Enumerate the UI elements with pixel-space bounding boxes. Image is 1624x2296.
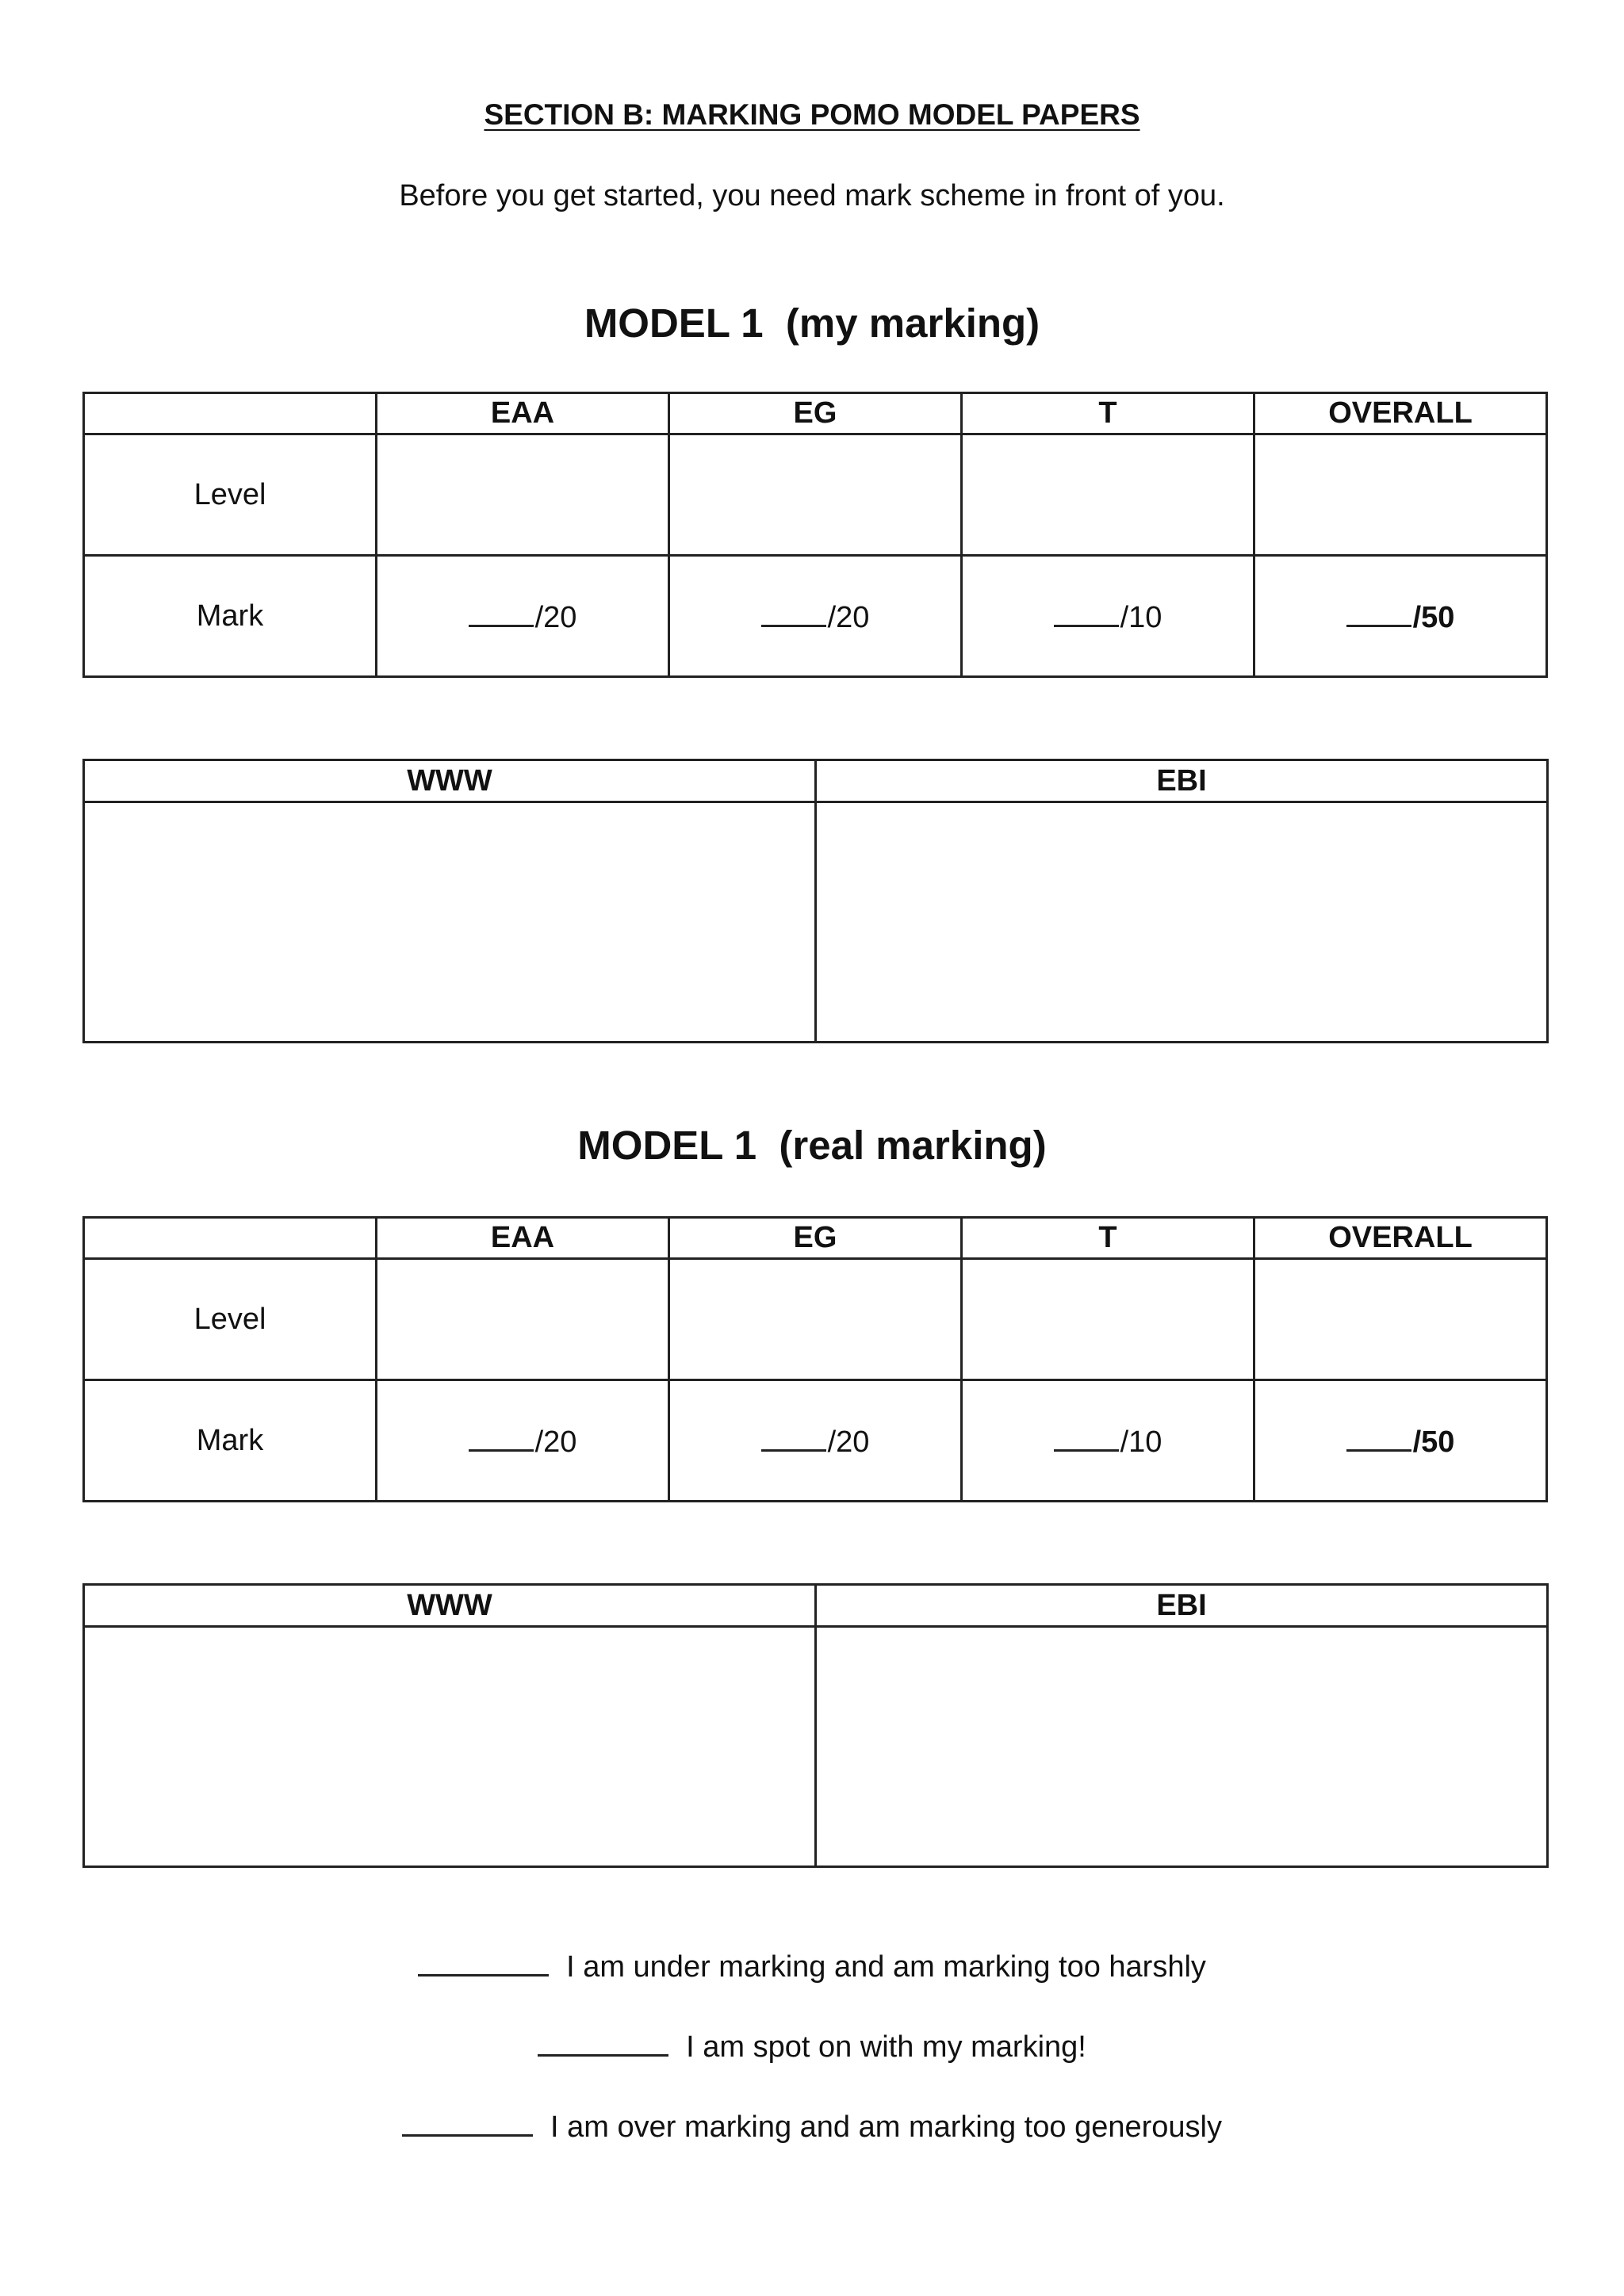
reflection-under-marking xyxy=(0,1947,1624,1984)
marks-table-real-marking xyxy=(82,1216,1548,1502)
mark-cell-t[interactable] xyxy=(962,1380,1254,1502)
level-cell-eg[interactable] xyxy=(669,1259,962,1380)
header-cell-eaa: EAA xyxy=(377,393,669,434)
mark-blank[interactable] xyxy=(1346,598,1411,627)
header-cell-eg: EG xyxy=(669,393,962,434)
mark-cell-t[interactable] xyxy=(962,556,1254,677)
header-cell-overall: OVERALL xyxy=(1254,393,1547,434)
feedback-table-real-marking xyxy=(82,1583,1549,1868)
mark-total-t: /10 xyxy=(1120,1425,1162,1459)
mark-label: Mark xyxy=(84,1380,377,1502)
mark-label: Mark xyxy=(84,556,377,677)
reflection-text: I am over marking and am marking too generously xyxy=(550,2110,1222,2144)
www-box[interactable] xyxy=(84,802,816,1043)
mark-total-eaa: /20 xyxy=(534,1425,577,1459)
mark-cell-overall[interactable] xyxy=(1254,1380,1547,1502)
mark-total-eg: /20 xyxy=(827,1425,870,1459)
header-cell-blank xyxy=(84,393,377,434)
www-header: WWW xyxy=(84,760,816,802)
mark-blank[interactable] xyxy=(1346,1422,1411,1452)
marks-table-my-marking xyxy=(82,392,1548,678)
mark-cell-eg[interactable] xyxy=(669,556,962,677)
mark-cell-overall[interactable] xyxy=(1254,556,1547,677)
reflection-text: I am spot on with my marking! xyxy=(686,2030,1086,2064)
level-label: Level xyxy=(84,1259,377,1380)
level-cell-overall[interactable] xyxy=(1254,434,1547,556)
level-label: Level xyxy=(84,434,377,556)
level-cell-t[interactable] xyxy=(962,434,1254,556)
mark-cell-eg[interactable] xyxy=(669,1380,962,1502)
mark-cell-eaa[interactable] xyxy=(377,1380,669,1502)
reflection-text: I am under marking and am marking too harshly xyxy=(566,1950,1206,1984)
ebi-box[interactable] xyxy=(816,802,1548,1043)
tick-line[interactable] xyxy=(538,2027,668,2057)
mark-blank[interactable] xyxy=(1054,598,1119,627)
reflection-over-marking xyxy=(0,2107,1624,2145)
mark-blank[interactable] xyxy=(1054,1422,1119,1452)
mark-total-overall: /50 xyxy=(1412,1425,1455,1459)
mark-blank[interactable] xyxy=(469,1422,534,1452)
header-cell-eg: EG xyxy=(669,1218,962,1259)
feedback-table-my-marking xyxy=(82,759,1549,1043)
www-header: WWW xyxy=(84,1585,816,1627)
intro-text: Before you get started, you need mark scheme in front of you. xyxy=(399,179,1225,212)
level-cell-eg[interactable] xyxy=(669,434,962,556)
reflection-spot-on xyxy=(0,2027,1624,2064)
tick-line[interactable] xyxy=(402,2107,533,2137)
mark-blank[interactable] xyxy=(761,598,826,627)
mark-cell-eaa[interactable] xyxy=(377,556,669,677)
ebi-box[interactable] xyxy=(816,1627,1548,1867)
header-cell-t: T xyxy=(962,393,1254,434)
level-cell-overall[interactable] xyxy=(1254,1259,1547,1380)
mark-total-eaa: /20 xyxy=(534,600,577,634)
level-cell-eaa[interactable] xyxy=(377,434,669,556)
header-cell-t: T xyxy=(962,1218,1254,1259)
mark-total-overall: /50 xyxy=(1412,600,1455,634)
section-title: SECTION B: MARKING POMO MODEL PAPERS xyxy=(484,98,1140,131)
mark-total-eg: /20 xyxy=(827,600,870,634)
level-cell-t[interactable] xyxy=(962,1259,1254,1380)
level-cell-eaa[interactable] xyxy=(377,1259,669,1380)
header-cell-eaa: EAA xyxy=(377,1218,669,1259)
model-heading-my-marking: MODEL 1 (my marking) xyxy=(584,300,1040,346)
header-cell-blank xyxy=(84,1218,377,1259)
ebi-header: EBI xyxy=(816,760,1548,802)
www-box[interactable] xyxy=(84,1627,816,1867)
mark-blank[interactable] xyxy=(761,1422,826,1452)
mark-total-t: /10 xyxy=(1120,600,1162,634)
model-heading-real-marking: MODEL 1 (real marking) xyxy=(577,1123,1047,1168)
tick-line[interactable] xyxy=(418,1947,549,1976)
header-cell-overall: OVERALL xyxy=(1254,1218,1547,1259)
ebi-header: EBI xyxy=(816,1585,1548,1627)
mark-blank[interactable] xyxy=(469,598,534,627)
